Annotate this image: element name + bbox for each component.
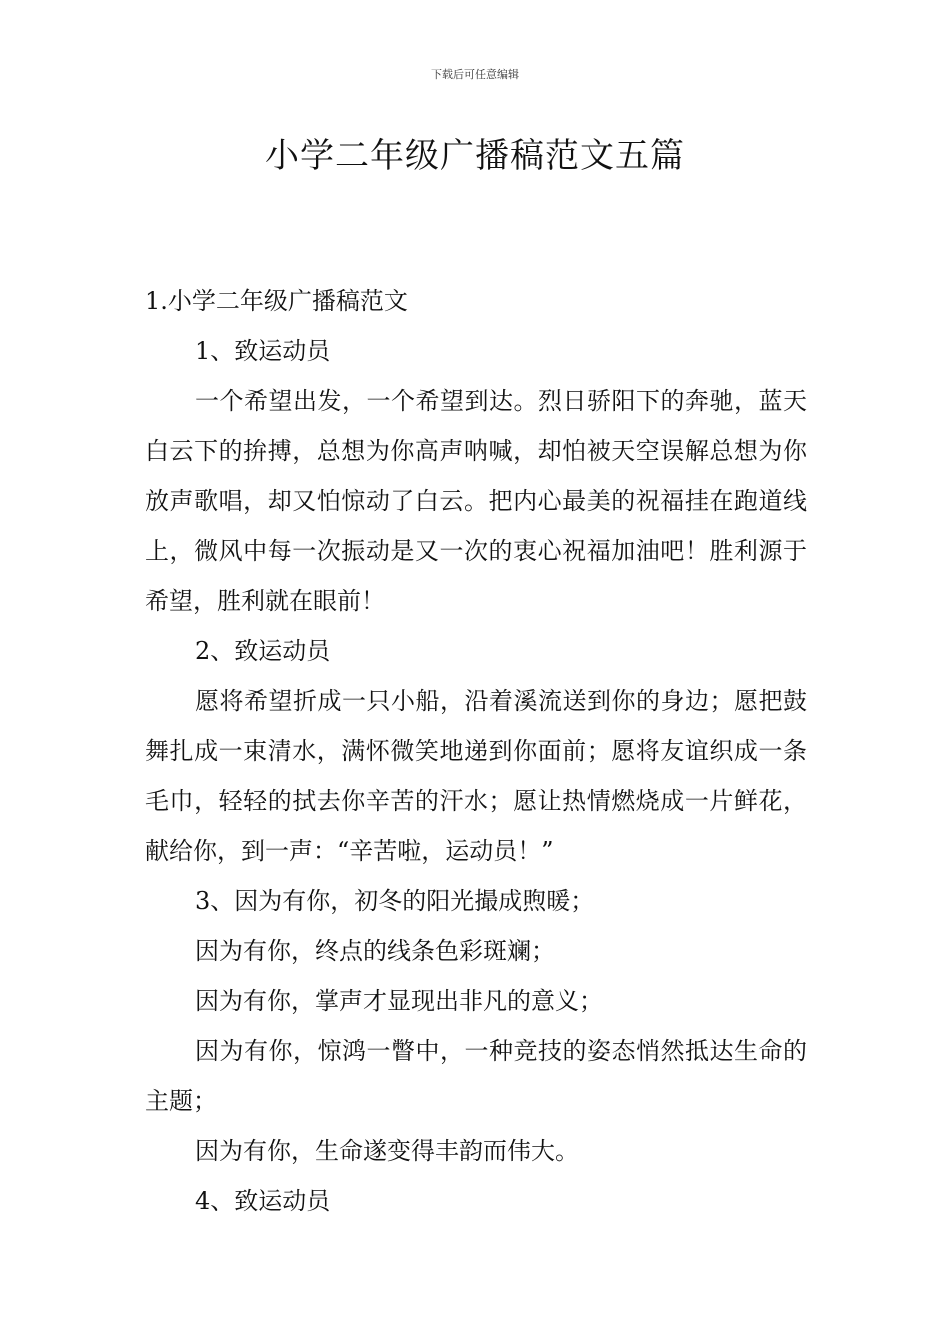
- paragraph: 2、致运动员: [195, 637, 331, 665]
- paragraph: 愿将希望折成一只小船，沿着溪流送到你的身边；愿把鼓舞扎成一束清水，满怀微笑地递到你面前；愿将友谊织成一条毛巾，轻轻的拭去你辛苦的汗水；愿让热情燃烧成一片鲜花，献给你，到一声：“辛苦啦，运动员！”: [145, 687, 807, 865]
- paragraph: 因为有你，掌声才显现出非凡的意义；: [195, 987, 603, 1015]
- paragraph: 1、致运动员: [195, 337, 331, 365]
- document-body: [145, 276, 807, 1226]
- paragraph: 因为有你，惊鸿一瞥中，一种竞技的姿态悄然抵达生命的主题；: [145, 1037, 807, 1115]
- paragraph: 因为有你，终点的线条色彩斑斓；: [195, 937, 555, 965]
- paragraph: 因为有你，生命遂变得丰韵而伟大。: [195, 1137, 579, 1165]
- paragraph: 3、因为有你，初冬的阳光撮成煦暖；: [195, 887, 595, 915]
- paragraph: 一个希望出发，一个希望到达。烈日骄阳下的奔驰，蓝天白云下的拚搏，总想为你高声呐喊，却怕被天空误解总想为你放声歌唱，却又怕惊动了白云。把内心最美的祝福挂在跑道线上，微风中每一次振动是又一次的衷心祝福加油吧！胜利源于希望，胜利就在眼前！: [145, 387, 807, 615]
- header-note: 下载后可任意编辑: [431, 68, 519, 81]
- paragraph: 4、致运动员: [195, 1187, 331, 1215]
- paragraph: 1.小学二年级广播稿范文: [145, 287, 408, 315]
- document-title: 小学二年级广播稿范文五篇: [265, 136, 685, 176]
